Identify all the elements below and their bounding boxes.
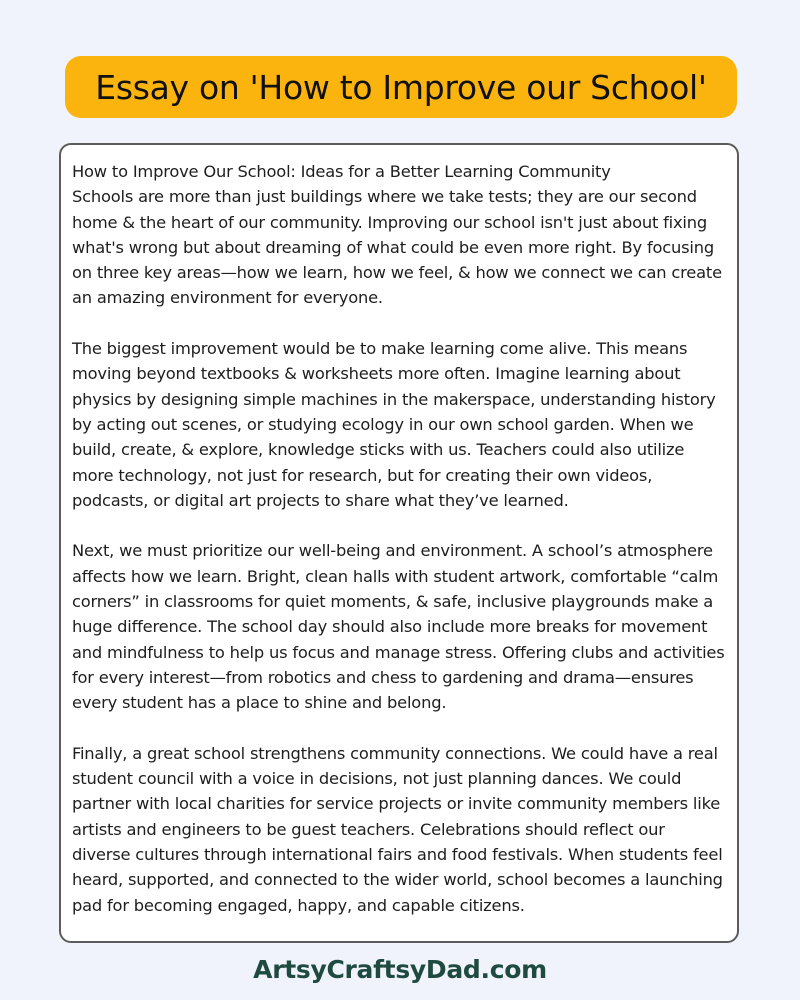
- essay-card: [59, 143, 739, 943]
- page-title: Essay on 'How to Improve our School': [95, 67, 707, 107]
- essay-paragraph-1: Schools are more than just buildings where we take tests; they are our second home & the heart of our community. Improving our school isn't just about fixing what's wrong but about dreaming of what could be even more right. By focusing on three key areas—how we learn, how we feel, & how we connect we can create an amazing environment for everyone.: [72, 187, 722, 308]
- essay-paragraph-4: Finally, a great school strengthens community connections. We could have a real student council with a voice in decisions, not just planning dances. We could partner with local charities for service projects or invite community members like artists and engineers to be guest teachers. Celebrations should reflect our diverse cultures through international fairs and food festivals. When students feel heard, supported, and connected to the wider world, school becomes a launching pad for becoming engaged, happy, and capable citizens.: [72, 743, 723, 915]
- essay-heading: How to Improve Our School: Ideas for a Better Learning Community: [72, 162, 611, 181]
- title-banner: [65, 56, 737, 118]
- essay-paragraph-3: Next, we must prioritize our well-being and environment. A school’s atmosphere affects how we learn. Bright, clean halls with student artwork, comfortable “calm corners” in classrooms for quiet moments, & safe, inclusive playgrounds make a huge difference. The school day should also include more breaks for movement and mindfulness to help us focus and manage stress. Offering clubs and activities for every interest—from robotics and chess to gardening and drama—ensures every student has a place to shine and belong.: [72, 541, 725, 713]
- website-footer: ArtsyCraftsyDad.com: [253, 955, 547, 984]
- essay-paragraph-2: The biggest improvement would be to make learning come alive. This means moving beyond textbooks & worksheets more often. Imagine learning about physics by designing simple machines in the makerspace, understanding history by acting out scenes, or studying ecology in our own school garden. When we build, create, & explore, knowledge sticks with us. Teachers could also utilize more technology, not just for research, but for creating their own videos, podcasts, or digital art projects to share what they’ve learned.: [72, 339, 716, 510]
